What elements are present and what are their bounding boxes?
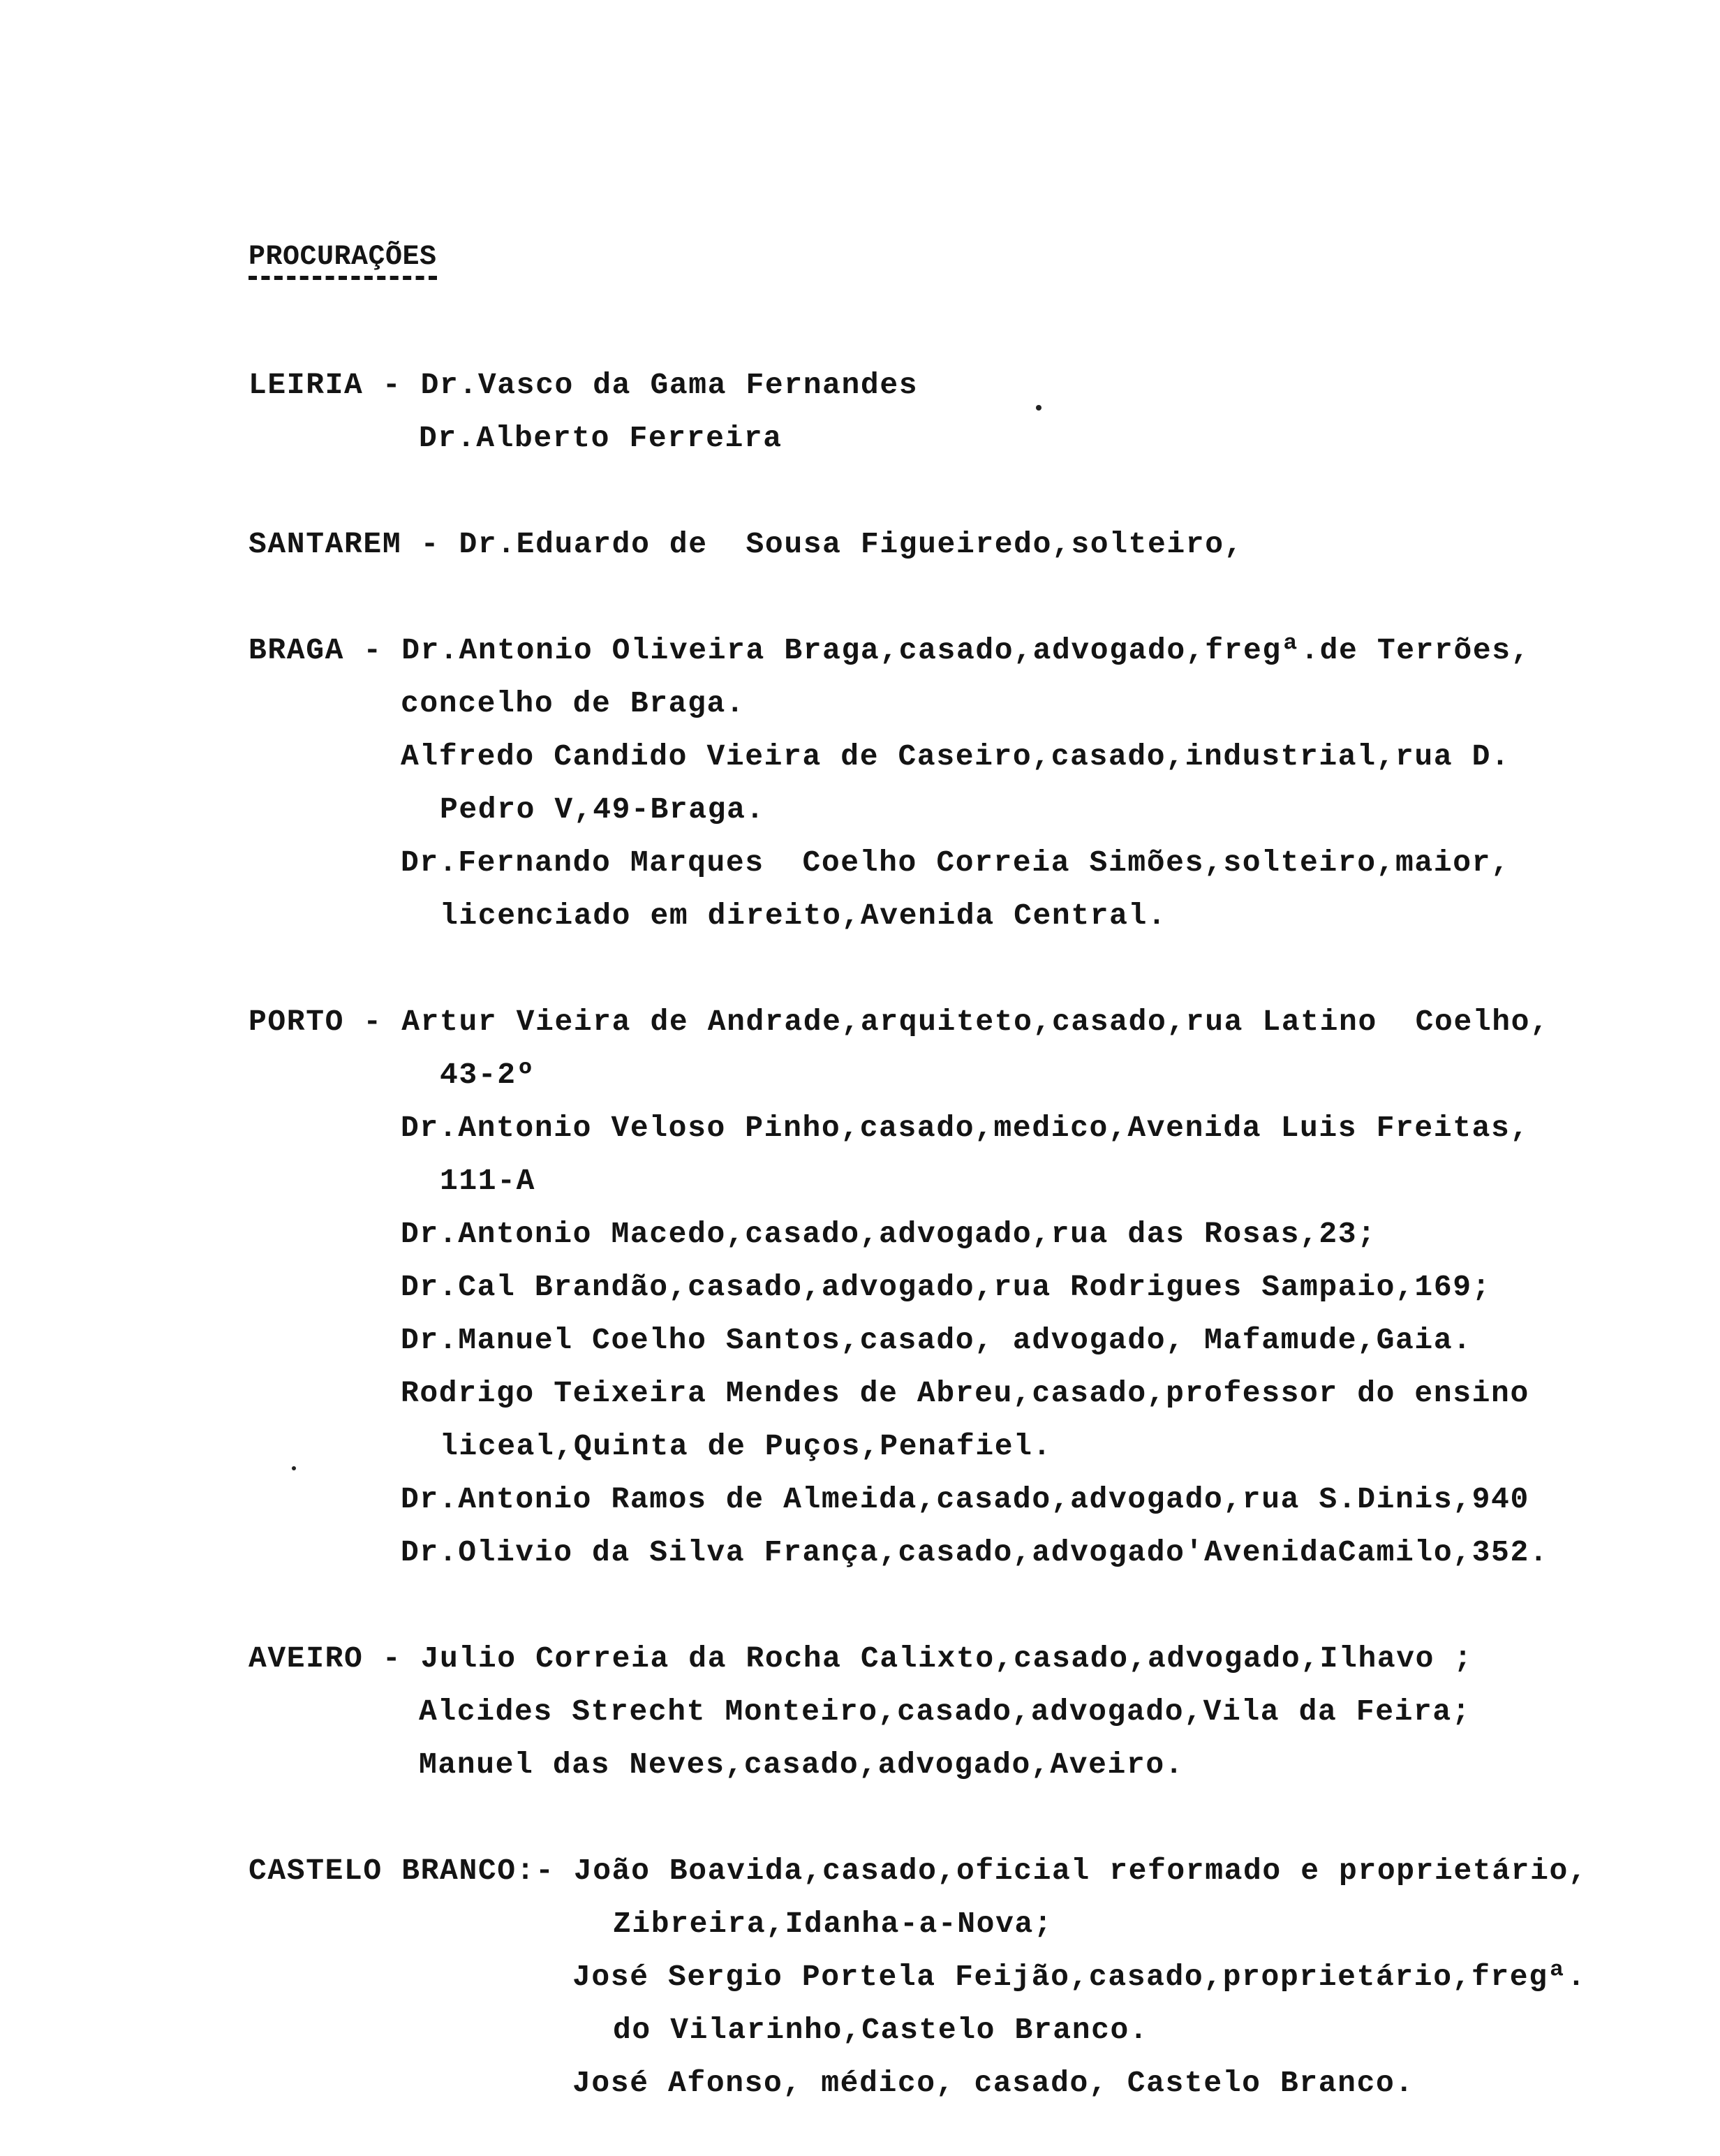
entry-porto-6: Dr.Cal Brandão,casado,advogado,rua Rodrigues Sampaio,169; (401, 1270, 1492, 1304)
entry-porto: PORTO - Artur Vieira de Andrade,arquiteto,casado,rua Latino Coelho, (249, 1005, 1550, 1039)
entry-braga-3: Alfredo Candido Vieira de Caseiro,casado,industrial,rua D. (401, 739, 1511, 774)
entry-castelo-branco: CASTELO BRANCO:- João Boavida,casado,oficial reformado e proprietário, (249, 1854, 1588, 1888)
entry-porto-11: Dr.Olivio da Silva França,casado,advogado'AvenidaCamilo,352. (401, 1535, 1549, 1570)
entry-castelo-branco-3: José Sergio Portela Feijão,casado,proprietário,fregª. (572, 1960, 1587, 1994)
entry-leiria: LEIRIA - Dr.Vasco da Gama Fernandes (249, 368, 919, 402)
entry-santarem: SANTAREM - Dr.Eduardo de Sousa Figueiredo,solteiro, (249, 527, 1244, 561)
entry-braga-2: concelho de Braga. (401, 686, 746, 721)
entry-porto-3: Dr.Antonio Veloso Pinho,casado,medico,Avenida Luis Freitas, (401, 1111, 1529, 1145)
entry-porto-10: Dr.Antonio Ramos de Almeida,casado,advogado,rua S.Dinis,940 (401, 1482, 1529, 1516)
entry-braga: BRAGA - Dr.Antonio Oliveira Braga,casado,advogado,fregª.de Terrões, (249, 633, 1531, 667)
entry-leiria-2: Dr.Alberto Ferreira (419, 421, 783, 455)
entry-aveiro-3: Manuel das Neves,casado,advogado,Aveiro. (419, 1748, 1185, 1782)
entry-porto-8: Rodrigo Teixeira Mendes de Abreu,casado,professor do ensino (401, 1376, 1529, 1410)
entry-porto-9: liceal,Quinta de Puços,Penafiel. (440, 1429, 1052, 1463)
entry-porto-7: Dr.Manuel Coelho Santos,casado, advogado, Mafamude,Gaia. (401, 1323, 1472, 1357)
page-title (249, 242, 437, 280)
entry-castelo-branco-4: do Vilarinho,Castelo Branco. (613, 2013, 1149, 2047)
entry-porto-4: 111-A (440, 1164, 536, 1198)
entry-aveiro-2: Alcides Strecht Monteiro,casado,advogado,Vila da Feira; (419, 1694, 1471, 1729)
title-underline (249, 276, 437, 280)
stray-mark (1036, 405, 1041, 411)
entry-castelo-branco-2: Zibreira,Idanha-a-Nova; (613, 1907, 1053, 1941)
entry-aveiro: AVEIRO - Julio Correia da Rocha Calixto,casado,advogado,Ilhavo ; (249, 1641, 1473, 1676)
page-title-text: PROCURAÇÕES (249, 242, 437, 273)
entry-braga-5: Dr.Fernando Marques Coelho Correia Simões,solteiro,maior, (401, 846, 1511, 880)
entry-porto-2: 43-2º (440, 1058, 536, 1092)
entry-braga-6: licenciado em direito,Avenida Central. (440, 899, 1167, 933)
stray-dot (292, 1466, 296, 1470)
entry-braga-4: Pedro V,49-Braga. (440, 792, 765, 827)
entry-porto-5: Dr.Antonio Macedo,casado,advogado,rua das Rosas,23; (401, 1217, 1377, 1251)
entry-castelo-branco-5: José Afonso, médico, casado, Castelo Branco. (572, 2066, 1414, 2100)
